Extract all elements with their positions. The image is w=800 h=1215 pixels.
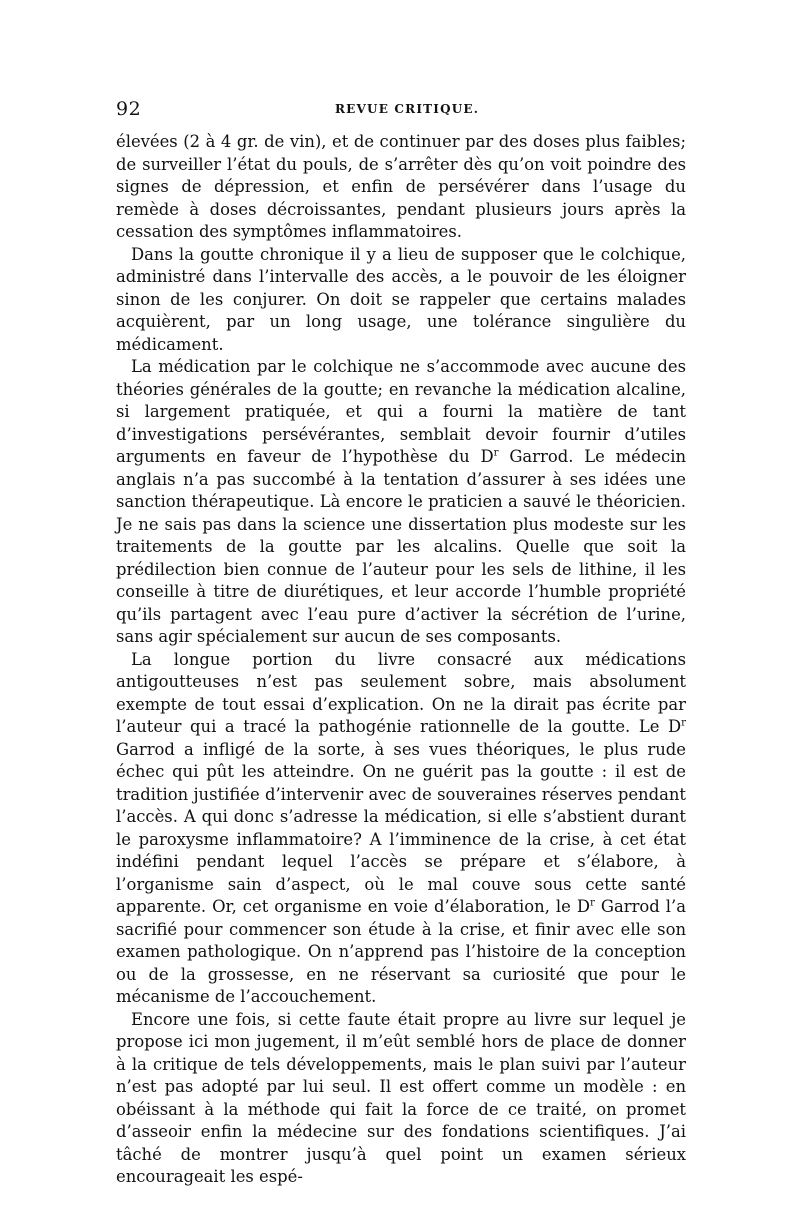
doctor-abbrev-superscript: r [590, 897, 595, 909]
paragraph-4-part-1: La longue portion du livre consacré aux médications antigoutteuses n’est pas seulement sobre, mais absolument exempte de tout essai d’explication. On ne la dirait pas écrite par l’auteur qui a tracé la pathogénie rationnelle de la goutte. Le D [116, 649, 686, 736]
paragraph-2: Dans la goutte chronique il y a lieu de supposer que le colchique, administré dans l’intervalle des accès, a le pouvoir de les éloigner sinon de les conjurer. On doit se rappeler que certains malades acquièrent, par un long usage, une tolérance singulière du médicament. [116, 244, 686, 354]
paragraph-3 [116, 356, 686, 649]
page-header [116, 98, 686, 124]
paragraph-3-part-1: La médication par le colchique ne s’accommode avec aucune des théories générales de la goutte; en revanche la médication alcaline, si largement pratiquée, et qui a fourni la matière de tant d’investigations persévérantes, semblait devoir fournir d’utiles arguments en faveur de l’hypothèse du D [116, 357, 686, 466]
body-text [116, 131, 686, 1189]
doctor-abbrev-superscript: r [681, 717, 686, 729]
paragraph-1: élevées (2 à 4 gr. de vin), et de continuer par des doses plus faibles; de surveiller l’état du pouls, de s’arrêter dès qu’on voit poindre des signes de dépression, et enfin de persévérer dans l’usage du remède à doses décroissantes, pendant plusieurs jours après la cessation des symptômes inflammatoires. [116, 132, 686, 241]
paragraph-5: Encore une fois, si cette faute était propre au livre sur lequel je propose ici mon jugement, il m’eût semblé hors de place de donner à la critique de tels développements, mais le plan suivi par l’auteur n’est pas adopté par lui seul. Il est offert comme un modèle : en obéissant à la méthode qui fait la force de ce traité, on promet d’asseoir enfin la médecine sur des fondations scientifiques. J’ai tâché de montrer jusqu’à quel point un examen sérieux encourageait les espé- [116, 1009, 686, 1186]
paragraph-4 [116, 649, 686, 1009]
running-head: REVUE CRITIQUE. [335, 102, 480, 116]
paragraph-4-part-2: Garrod a infligé de la sorte, à ses vues théoriques, le plus rude échec qui pût les atteindre. On ne guérit pas la goutte : il est de tradition justifiée d’intervenir avec de souveraines réserves pendant l’accès. A qui donc s’adresse la médication, si elle s’abstient durant le paroxysme inflammatoire? A l’imminence de la crise, à cet état indéfini pendant lequel l’accès se prépare et s’élabore, à l’organisme sain d’aspect, où le mal couve sous cette santé apparente. Or, cet organisme en voie d’élaboration, le D [116, 739, 686, 916]
page-number: 92 [116, 98, 142, 120]
doctor-abbrev-superscript: r [493, 447, 499, 459]
paragraph-4-part-3: Garrod l’a sacrifié pour commencer son étude à la crise, et finir avec elle son examen pathologique. On n’apprend pas l’histoire de la conception ou de la grossesse, en ne réservant sa curiosité que pour le mécanisme de l’accouchement. [116, 897, 686, 1006]
paragraph-3-part-2: Garrod. Le médecin anglais n’a pas succombé à la tentation d’assurer à ses idées une sanction thérapeutique. Là encore le praticien a sauvé le théoricien. Je ne sais pas dans la science une dissertation plus modeste sur les traitements de la goutte par les alcalins. Quelle que soit la prédilection bien connue de l’auteur pour les sels de lithine, il les conseille à titre de diurétiques, et leur accorde l’humble propriété qu’ils partagent avec l’eau pure d’activer la sécrétion de l’urine, sans agir spécialement sur aucun de ses composants. [116, 447, 687, 646]
